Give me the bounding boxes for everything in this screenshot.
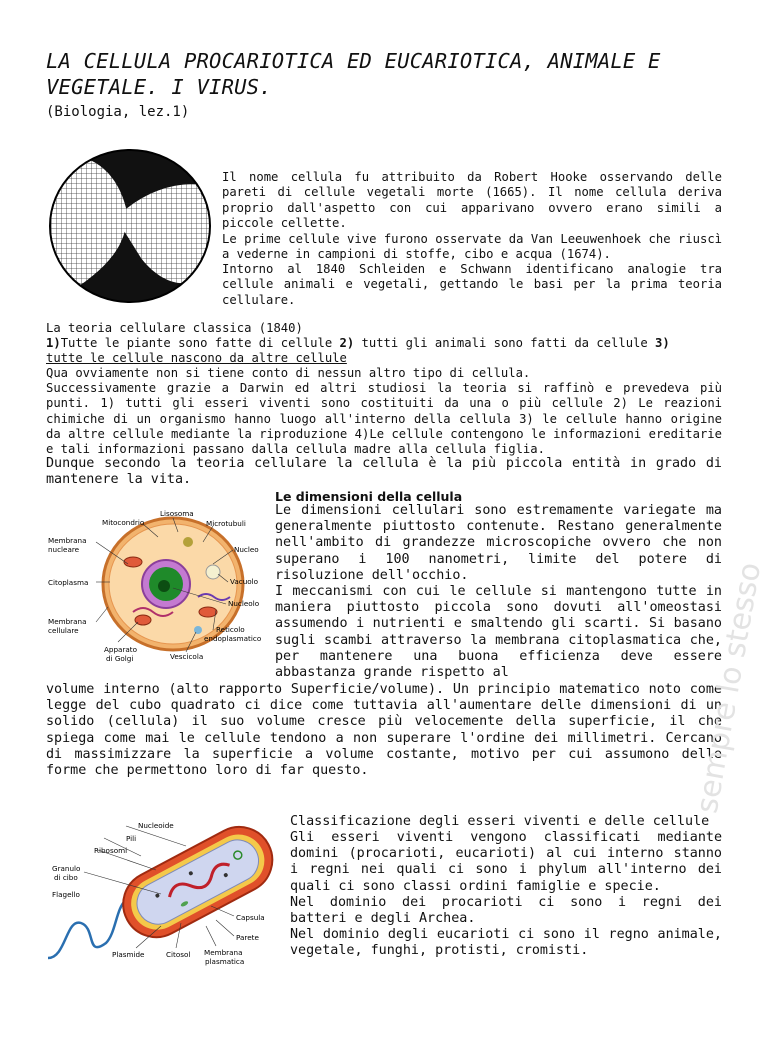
classification-heading: Classificazione degli esseri viventi e delle cellule	[290, 814, 710, 829]
label-lisosoma: Lisosoma	[160, 509, 194, 518]
label-membrana-nucleare-1: Membrana	[48, 536, 87, 545]
classification-paragraph-3: Nel dominio degli eucarioti ci sono il regno animale, vegetale, funghi, protisti, cromisti.	[290, 927, 722, 959]
bacterium-diagram	[46, 808, 282, 968]
dimensions-paragraph-2b: volume interno (alto rapporto Superficie/volume). Un principio matematico noto come legge del cubo quadrato ci dice come tuttavia all'aumentare delle dimensioni di un solido (cellula) il suo volume cresce più velocemente della superficie, il che spiega come mai le cellule tendono a non superare l'ordine dei millimetri. Cercano di massimizzare la superficie a volume costante, motivo per cui assumono delle forme che permettono loro di far questo.	[46, 682, 722, 779]
page-title: LA CELLULA PROCARIOTICA ED EUCARIOTICA, ANIMALE E VEGETALE. I VIRUS.	[46, 49, 661, 99]
label-parete: Parete	[236, 933, 259, 942]
intro-paragraph: Il nome cellula fu attribuito da Robert Hooke osservando delle pareti di cellule vegetali morte (1665). Il nome cellula deriva proprio dall'aspetto con cui apparivano ovvero erano simili a piccole cellette.	[222, 170, 722, 230]
theory-points	[46, 336, 722, 367]
label-plasmide: Plasmide	[112, 950, 145, 959]
label-ribosomi: Ribosomi	[94, 846, 128, 855]
label-membrana-nucleare-2: nucleare	[48, 545, 80, 554]
dimensions-heading: Le dimensioni della cellula	[275, 489, 463, 504]
hooke-cork-illustration	[46, 148, 214, 304]
label-endoplasmatico: endoplasmatico	[204, 634, 262, 643]
label-membrana-plasmatica-1: Membrana	[204, 948, 243, 957]
theory-heading: La teoria cellulare classica (1840)	[46, 321, 303, 335]
intro-paragraph-2: Le prime cellule vive furono osservate da Van Leeuwenhoek che riuscì a vederne in campioni di stoffe, cibo e acqua (1674).	[222, 232, 722, 262]
label-pili: Pili	[126, 834, 137, 843]
page-subtitle: (Biologia, lez.1)	[46, 104, 190, 120]
theory-point-2: tutti gli animali sono fatti da cellule	[354, 336, 656, 350]
label-vescicola: Vescicola	[170, 652, 204, 661]
animal-cell-diagram	[48, 502, 270, 674]
label-citoplasma: Citoplasma	[48, 578, 89, 587]
label-di-golgi: di Golgi	[106, 654, 134, 663]
label-nucleolo: Nucleolo	[228, 599, 260, 608]
label-flagello: Flagello	[52, 890, 80, 899]
watermark: sempre lo stesso	[689, 560, 768, 816]
label-vacuolo: Vacuolo	[230, 577, 259, 586]
label-apparato: Apparato	[104, 645, 138, 654]
classification-paragraph-2: Nel dominio dei procarioti ci sono i regni dei batteri e degli Archea.	[290, 895, 722, 927]
intro-paragraph-3: Intorno al 1840 Schleiden e Schwann identificano analogie tra cellule animali e vegetali, gettando le basi per la prima teoria cellulare.	[222, 262, 722, 307]
label-microtubuli: Microtubuli	[206, 519, 246, 528]
classification-paragraph-1: Gli esseri viventi vengono classificati mediante domini (procarioti, eucarioti) al cui interno stanno i regni nei quali ci sono i phylum all'interno dei quali ci sono classi ordini famiglie e specie.	[290, 830, 722, 894]
label-nucleoide: Nucleoide	[138, 821, 174, 830]
theory-number-3: 3)	[655, 336, 670, 350]
label-citosol: Citosol	[166, 950, 191, 959]
label-mitocondrio: Mitocondrio	[102, 518, 145, 527]
dimensions-paragraph-2a: I meccanismi con cui le cellule si mantengono tutte in maniera piuttosto piccola sono dovuti all'omeostasi assumendo i nutrienti e smaltendo gli scarti. Si basano sugli scambi attraverso la membrana citoplasmatica che, per mantenere una buona efficienza deve essere abbastanza grande rispetto al	[275, 584, 722, 681]
label-granulo: Granulo	[52, 864, 81, 873]
theory-modern: Successivamente grazie a Darwin ed altri studiosi la teoria si raffinò e prevedeva più punti. 1) tutti gli esseri viventi sono costituiti da una o più cellule 2) Le reazioni chimiche di un organismo hanno luogo all'interno della cellula 3) le cellule hanno origine da altre cellule mediante la riproduzione 4)Le cellule contengono le informazioni ereditarie e tali informazioni passano dalla cellula madre alla cellula figlia.	[46, 381, 722, 457]
theory-note: Qua ovviamente non si tiene conto di nessun altro tipo di cellula.	[46, 366, 531, 380]
theory-point-1: Tutte le piante sono fatte di cellule	[60, 336, 340, 350]
theory-conclusion: Dunque secondo la teoria cellulare la cellula è la più piccola entità in grado di mantenere la vita.	[46, 456, 722, 488]
label-nucleo: Nucleo	[234, 545, 259, 554]
theory-number-1: 1)	[46, 336, 61, 350]
label-capsula: Capsula	[236, 913, 265, 922]
label-membrana-cellulare-1: Membrana	[48, 617, 87, 626]
theory-point-3: tutte le cellule nascono da altre cellule	[46, 351, 347, 366]
theory-number-2: 2)	[339, 336, 355, 350]
label-di-cibo: di cibo	[54, 873, 78, 882]
label-reticolo: Reticolo	[216, 625, 245, 634]
label-membrana-cellulare-2: cellulare	[48, 626, 79, 635]
label-membrana-plasmatica-2: plasmatica	[205, 957, 245, 966]
dimensions-paragraph-1: Le dimensioni cellulari sono estremamente variegate ma generalmente piuttosto contenute. Restano generalmente nell'ambito di grandezze microscopiche ovvero che non superano i 100 nanometri, limite del potere di risoluzione dell'occhio.	[275, 503, 722, 583]
